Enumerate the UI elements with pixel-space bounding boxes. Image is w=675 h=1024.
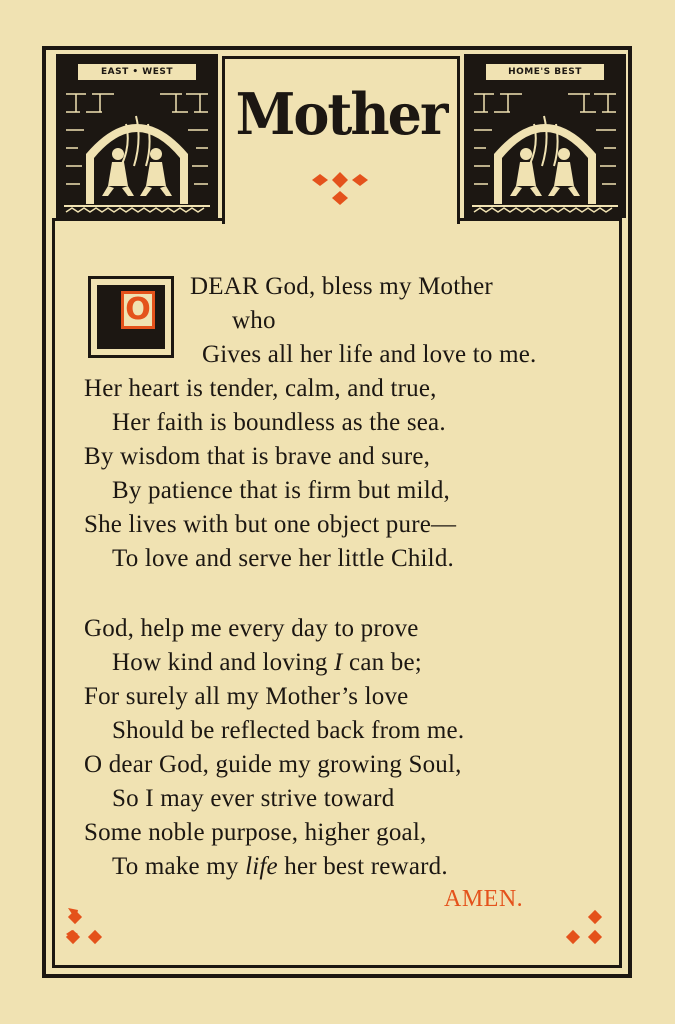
poem-line: God, help me every day to prove [84, 615, 419, 642]
poem-line: For surely all my Mother’s love [84, 683, 409, 710]
panel-label-left: EAST • WEST [78, 64, 196, 80]
woodcut-panel-left [56, 54, 218, 218]
poem-line: who [232, 307, 276, 334]
woodcut-panel-right [464, 54, 626, 218]
poem-line-text: can be; [342, 649, 422, 676]
ornament-icon [300, 164, 380, 208]
corner-ornament-icon [560, 904, 610, 954]
amen-text: AMEN. [444, 886, 524, 912]
poem-line [112, 852, 448, 882]
poem-line-text: her best reward. [277, 853, 448, 880]
poem-line: By patience that is firm but mild, [112, 477, 450, 504]
corner-ornament-icon [64, 904, 114, 954]
poem-line: So I may ever strive toward [112, 785, 395, 812]
poem-line: Her heart is tender, calm, and true, [84, 375, 437, 402]
poem-line: Some noble purpose, higher goal, [84, 819, 427, 846]
poem-line: Should be reflected back from me. [112, 717, 465, 744]
emphasis-text: I [334, 649, 343, 676]
poem-line: To love and serve her little Child. [112, 545, 454, 572]
poem-line: By wisdom that is brave and sure, [84, 443, 431, 470]
poem-line: DEAR God, bless my Mother [190, 273, 493, 300]
poem-line-text: To make my [112, 853, 246, 880]
poem-line [112, 648, 422, 678]
poem-line: Her faith is boundless as the sea. [112, 409, 446, 436]
poem-line: Gives all her life and love to me. [202, 341, 537, 368]
emphasis-text: life [245, 853, 278, 880]
initial-letter: O [121, 291, 155, 329]
poem-line: She lives with but one object pure— [84, 511, 457, 538]
poem-line: O dear God, guide my growing Soul, [84, 751, 462, 778]
initial-letter-box [88, 276, 174, 358]
poem-line-text: How kind and loving [112, 649, 335, 676]
poem-title: Mother [235, 80, 447, 148]
panel-label-right: HOME'S BEST [486, 64, 604, 80]
